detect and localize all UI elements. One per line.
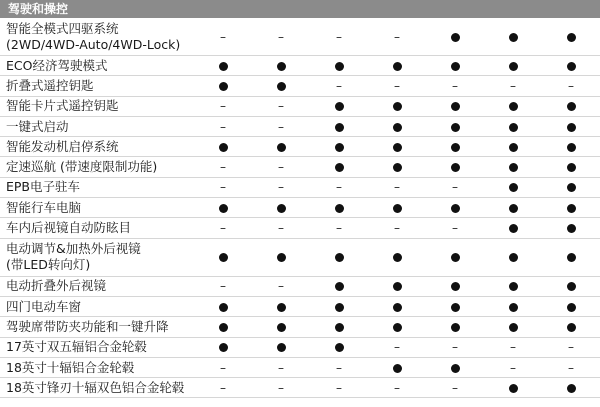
feature-cell: [252, 201, 310, 215]
feature-cell: [194, 361, 252, 375]
included-dot-icon: [509, 163, 518, 172]
feature-cell: [368, 300, 426, 314]
feature-label: EPB电子驻车: [6, 179, 81, 195]
included-dot-icon: [567, 163, 576, 172]
feature-cell: [426, 361, 484, 375]
not-included-dash: –: [510, 78, 516, 93]
not-included-dash: –: [278, 221, 284, 236]
included-dot-icon: [335, 303, 344, 312]
feature-cell: [542, 30, 600, 44]
included-dot-icon: [567, 33, 576, 42]
feature-cell: [426, 279, 484, 293]
feature-cell: [484, 221, 542, 235]
feature-cell: [484, 120, 542, 134]
included-dot-icon: [567, 123, 576, 132]
included-dot-icon: [567, 143, 576, 152]
feature-cell: [310, 160, 368, 174]
included-dot-icon: [451, 62, 460, 71]
feature-cell: [194, 120, 252, 134]
included-dot-icon: [567, 253, 576, 262]
included-dot-icon: [509, 123, 518, 132]
feature-cell: [484, 160, 542, 174]
included-dot-icon: [277, 253, 286, 262]
feature-cell: [542, 279, 600, 293]
feature-cell: [368, 320, 426, 334]
included-dot-icon: [509, 253, 518, 262]
feature-cell: [484, 201, 542, 215]
feature-cell: [542, 300, 600, 314]
feature-cell: [368, 99, 426, 113]
included-dot-icon: [567, 102, 576, 111]
included-dot-icon: [451, 33, 460, 42]
included-dot-icon: [509, 183, 518, 192]
table-row: [0, 157, 600, 177]
not-included-dash: –: [336, 78, 342, 93]
included-dot-icon: [451, 323, 460, 332]
included-dot-icon: [335, 343, 344, 352]
included-dot-icon: [393, 62, 402, 71]
included-dot-icon: [277, 323, 286, 332]
included-dot-icon: [219, 343, 228, 352]
feature-cell: [426, 201, 484, 215]
feature-label: 电动调节&加热外后视镜 (带LED转向灯): [6, 241, 141, 273]
not-included-dash: –: [278, 180, 284, 195]
included-dot-icon: [393, 102, 402, 111]
feature-label: 电动折叠外后视镜: [6, 278, 107, 294]
included-dot-icon: [567, 62, 576, 71]
feature-cell: [310, 320, 368, 334]
feature-cell: [310, 140, 368, 154]
included-dot-icon: [509, 33, 518, 42]
feature-cell: [368, 201, 426, 215]
feature-cell: [542, 79, 600, 93]
included-dot-icon: [393, 123, 402, 132]
feature-cell: [252, 120, 310, 134]
feature-cell: [542, 140, 600, 154]
table-row: [0, 277, 600, 297]
included-dot-icon: [335, 163, 344, 172]
feature-label: 折叠式遥控钥匙: [6, 77, 94, 93]
included-dot-icon: [219, 143, 228, 152]
included-dot-icon: [451, 102, 460, 111]
included-dot-icon: [277, 204, 286, 213]
feature-cell: [252, 99, 310, 113]
included-dot-icon: [393, 323, 402, 332]
included-dot-icon: [567, 282, 576, 291]
not-included-dash: –: [394, 340, 400, 355]
not-included-dash: –: [278, 360, 284, 375]
feature-cell: [194, 381, 252, 395]
feature-cell: [194, 180, 252, 194]
feature-cell: [542, 381, 600, 395]
not-included-dash: –: [394, 221, 400, 236]
not-included-dash: –: [336, 180, 342, 195]
table-row: [0, 378, 600, 398]
included-dot-icon: [219, 82, 228, 91]
table-row: [0, 117, 600, 137]
included-dot-icon: [509, 204, 518, 213]
feature-cell: [426, 79, 484, 93]
feature-label: 智能发动机启停系统: [6, 138, 119, 154]
table-row: [0, 178, 600, 198]
not-included-dash: –: [220, 380, 226, 395]
feature-label: 智能全模式四驱系统 (2WD/4WD-Auto/4WD-Lock): [6, 20, 181, 52]
feature-cell: [484, 59, 542, 73]
section-title: 驾驶和操控: [8, 2, 69, 16]
feature-cell: [194, 79, 252, 93]
feature-cell: [252, 320, 310, 334]
feature-label: 18英寸十辐铝合金轮毂: [6, 359, 135, 375]
table-row: [0, 18, 600, 56]
included-dot-icon: [509, 384, 518, 393]
table-row: [0, 76, 600, 96]
feature-cell: [252, 59, 310, 73]
included-dot-icon: [277, 82, 286, 91]
not-included-dash: –: [510, 340, 516, 355]
feature-label: 一键式启动: [6, 118, 69, 134]
feature-cell: [252, 180, 310, 194]
feature-cell: [368, 340, 426, 354]
feature-cell: [426, 221, 484, 235]
feature-cell: [310, 30, 368, 44]
not-included-dash: –: [394, 380, 400, 395]
feature-cell: [310, 279, 368, 293]
feature-cell: [426, 120, 484, 134]
included-dot-icon: [277, 343, 286, 352]
feature-label: 车内后视镜自动防眩目: [6, 220, 132, 236]
spec-table: [0, 18, 600, 398]
included-dot-icon: [567, 384, 576, 393]
feature-cell: [252, 79, 310, 93]
not-included-dash: –: [278, 99, 284, 114]
included-dot-icon: [277, 62, 286, 71]
feature-cell: [252, 279, 310, 293]
not-included-dash: –: [394, 29, 400, 44]
feature-cell: [368, 180, 426, 194]
feature-cell: [426, 250, 484, 264]
included-dot-icon: [451, 204, 460, 213]
feature-cell: [484, 340, 542, 354]
feature-cell: [194, 340, 252, 354]
feature-cell: [426, 140, 484, 154]
included-dot-icon: [451, 282, 460, 291]
feature-cell: [194, 250, 252, 264]
feature-cell: [426, 160, 484, 174]
included-dot-icon: [335, 323, 344, 332]
included-dot-icon: [451, 364, 460, 373]
included-dot-icon: [567, 224, 576, 233]
feature-cell: [542, 201, 600, 215]
table-row: [0, 358, 600, 378]
not-included-dash: –: [220, 160, 226, 175]
feature-cell: [542, 221, 600, 235]
not-included-dash: –: [220, 119, 226, 134]
not-included-dash: –: [452, 380, 458, 395]
feature-cell: [194, 201, 252, 215]
feature-cell: [194, 320, 252, 334]
feature-cell: [484, 361, 542, 375]
feature-cell: [310, 300, 368, 314]
feature-label: 智能行车电脑: [6, 199, 82, 215]
feature-cell: [368, 59, 426, 73]
feature-cell: [194, 160, 252, 174]
not-included-dash: –: [220, 221, 226, 236]
included-dot-icon: [509, 224, 518, 233]
feature-cell: [542, 160, 600, 174]
included-dot-icon: [509, 282, 518, 291]
feature-cell: [252, 30, 310, 44]
table-row: [0, 137, 600, 157]
included-dot-icon: [335, 62, 344, 71]
included-dot-icon: [219, 323, 228, 332]
not-included-dash: –: [452, 340, 458, 355]
feature-cell: [310, 201, 368, 215]
not-included-dash: –: [452, 221, 458, 236]
feature-cell: [310, 59, 368, 73]
section-header: [0, 0, 600, 18]
feature-cell: [310, 361, 368, 375]
not-included-dash: –: [336, 360, 342, 375]
not-included-dash: –: [394, 78, 400, 93]
not-included-dash: –: [278, 29, 284, 44]
feature-cell: [310, 180, 368, 194]
not-included-dash: –: [220, 180, 226, 195]
included-dot-icon: [219, 253, 228, 262]
included-dot-icon: [335, 123, 344, 132]
feature-cell: [252, 340, 310, 354]
feature-cell: [310, 99, 368, 113]
feature-label: 驾驶席带防夹功能和一键升降: [6, 318, 169, 334]
feature-cell: [368, 79, 426, 93]
included-dot-icon: [509, 303, 518, 312]
not-included-dash: –: [568, 360, 574, 375]
included-dot-icon: [335, 282, 344, 291]
feature-cell: [368, 160, 426, 174]
feature-cell: [310, 120, 368, 134]
not-included-dash: –: [452, 180, 458, 195]
not-included-dash: –: [336, 380, 342, 395]
included-dot-icon: [393, 253, 402, 262]
not-included-dash: –: [452, 78, 458, 93]
table-row: [0, 56, 600, 76]
not-included-dash: –: [336, 221, 342, 236]
feature-cell: [484, 79, 542, 93]
feature-cell: [194, 279, 252, 293]
feature-label: 18英寸锋刃十辐双色铝合金轮毂: [6, 379, 185, 395]
feature-cell: [194, 300, 252, 314]
feature-cell: [368, 30, 426, 44]
feature-cell: [484, 320, 542, 334]
feature-cell: [426, 59, 484, 73]
feature-cell: [252, 221, 310, 235]
feature-cell: [194, 221, 252, 235]
included-dot-icon: [335, 143, 344, 152]
included-dot-icon: [509, 62, 518, 71]
feature-cell: [484, 99, 542, 113]
table-row: [0, 218, 600, 238]
included-dot-icon: [335, 204, 344, 213]
feature-cell: [310, 340, 368, 354]
included-dot-icon: [393, 303, 402, 312]
feature-cell: [542, 99, 600, 113]
not-included-dash: –: [220, 29, 226, 44]
included-dot-icon: [451, 163, 460, 172]
table-row: [0, 198, 600, 218]
not-included-dash: –: [278, 380, 284, 395]
feature-cell: [310, 250, 368, 264]
table-row: [0, 338, 600, 358]
not-included-dash: –: [336, 29, 342, 44]
feature-cell: [426, 381, 484, 395]
feature-cell: [368, 221, 426, 235]
feature-cell: [542, 59, 600, 73]
included-dot-icon: [567, 183, 576, 192]
included-dot-icon: [393, 364, 402, 373]
feature-label: 17英寸双五辐铝合金轮毂: [6, 339, 147, 355]
feature-cell: [426, 180, 484, 194]
included-dot-icon: [393, 204, 402, 213]
feature-cell: [426, 300, 484, 314]
included-dot-icon: [219, 62, 228, 71]
included-dot-icon: [451, 303, 460, 312]
feature-cell: [484, 300, 542, 314]
included-dot-icon: [451, 253, 460, 262]
included-dot-icon: [219, 303, 228, 312]
not-included-dash: –: [510, 360, 516, 375]
feature-label: 四门电动车窗: [6, 298, 82, 314]
feature-cell: [194, 30, 252, 44]
not-included-dash: –: [220, 279, 226, 294]
feature-label: 智能卡片式遥控钥匙: [6, 98, 119, 114]
feature-cell: [484, 180, 542, 194]
included-dot-icon: [567, 204, 576, 213]
feature-cell: [252, 361, 310, 375]
feature-label: ECO经济驾驶模式: [6, 57, 108, 73]
included-dot-icon: [567, 323, 576, 332]
included-dot-icon: [393, 163, 402, 172]
feature-label: 定速巡航 (带速度限制功能): [6, 159, 158, 175]
feature-cell: [252, 140, 310, 154]
feature-cell: [484, 250, 542, 264]
feature-cell: [542, 120, 600, 134]
feature-cell: [310, 221, 368, 235]
table-row: [0, 97, 600, 117]
feature-cell: [368, 250, 426, 264]
not-included-dash: –: [394, 180, 400, 195]
feature-cell: [310, 79, 368, 93]
included-dot-icon: [277, 143, 286, 152]
feature-cell: [542, 320, 600, 334]
not-included-dash: –: [220, 99, 226, 114]
included-dot-icon: [219, 204, 228, 213]
feature-cell: [426, 99, 484, 113]
feature-cell: [426, 340, 484, 354]
not-included-dash: –: [568, 340, 574, 355]
included-dot-icon: [393, 143, 402, 152]
included-dot-icon: [277, 303, 286, 312]
feature-cell: [368, 140, 426, 154]
feature-cell: [194, 59, 252, 73]
feature-cell: [194, 99, 252, 113]
not-included-dash: –: [220, 360, 226, 375]
feature-cell: [310, 381, 368, 395]
included-dot-icon: [567, 303, 576, 312]
included-dot-icon: [451, 143, 460, 152]
feature-cell: [252, 160, 310, 174]
not-included-dash: –: [568, 78, 574, 93]
feature-cell: [484, 140, 542, 154]
feature-cell: [426, 30, 484, 44]
feature-cell: [484, 381, 542, 395]
feature-cell: [252, 381, 310, 395]
feature-cell: [194, 140, 252, 154]
table-row: [0, 239, 600, 277]
feature-cell: [368, 361, 426, 375]
feature-cell: [542, 361, 600, 375]
not-included-dash: –: [278, 160, 284, 175]
feature-cell: [252, 300, 310, 314]
included-dot-icon: [335, 253, 344, 262]
table-row: [0, 297, 600, 317]
not-included-dash: –: [278, 119, 284, 134]
feature-cell: [542, 340, 600, 354]
feature-cell: [484, 279, 542, 293]
included-dot-icon: [451, 123, 460, 132]
not-included-dash: –: [278, 279, 284, 294]
feature-cell: [542, 250, 600, 264]
included-dot-icon: [335, 102, 344, 111]
feature-cell: [484, 30, 542, 44]
feature-cell: [368, 120, 426, 134]
included-dot-icon: [509, 102, 518, 111]
feature-cell: [368, 381, 426, 395]
included-dot-icon: [509, 323, 518, 332]
included-dot-icon: [509, 143, 518, 152]
feature-cell: [252, 250, 310, 264]
feature-cell: [368, 279, 426, 293]
feature-cell: [542, 180, 600, 194]
table-row: [0, 317, 600, 337]
feature-cell: [426, 320, 484, 334]
included-dot-icon: [393, 282, 402, 291]
